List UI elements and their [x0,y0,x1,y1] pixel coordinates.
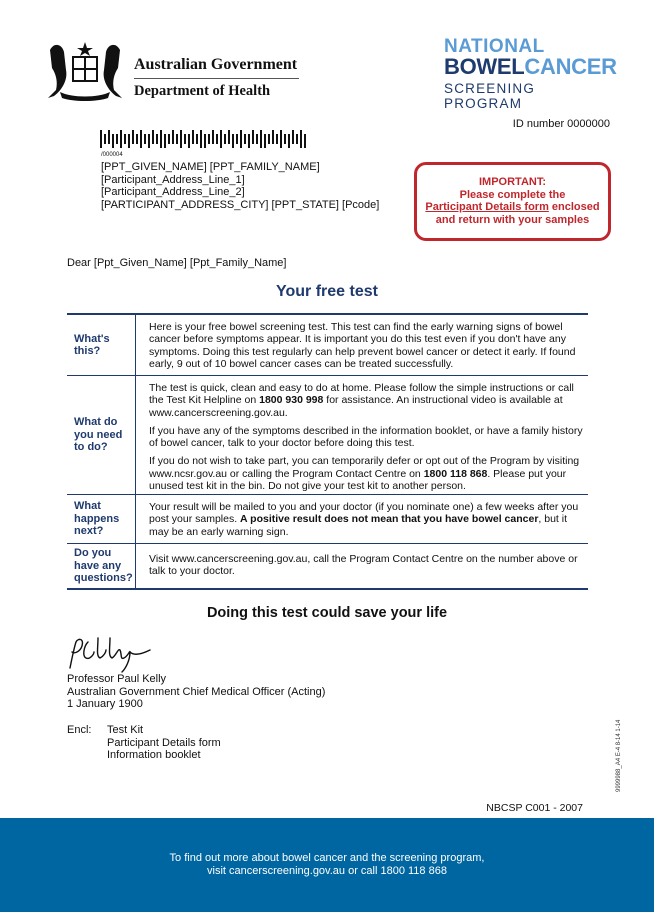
table-row [67,544,588,588]
positive-result-note: A positive result does not mean that you have bowel cancer [240,513,539,526]
handwritten-signature [64,632,154,674]
enclosures-list [107,724,221,762]
side-print-code: 9999988_A4 E-4 8-14 1-14 [616,719,622,792]
table-row [67,376,588,495]
enclosure-item: Information booklet [107,749,201,761]
row-paragraph: Here is your free bowel screening test. This test can find the early warning signs of bowel cancer before symptoms appear. It is important you do this test even if you don't have any symptoms. Doing this test regularly can help prevent bowel cancer or detect it early. If found early, 9 out of 10 bowel cancer cases can be treated successfully. [149,321,576,370]
participant-details-form-link[interactable]: Participant Details form [425,201,549,213]
important-line [417,201,608,214]
important-line: Please complete the [459,188,566,201]
text-span: for assistance. An instructional video is available at www.cancerscreening.gov.au. [149,394,563,419]
program-logo [444,36,617,111]
row-paragraph: Visit www.cancerscreening.gov.au, call the Program Contact Centre on the number above or talk to your doctor. [149,553,578,578]
address-line: [Participant_Address_Line_1] [101,173,245,186]
important-line-suffix: enclosed [548,201,600,213]
address-line: [Participant_Address_Line_2] [101,186,245,198]
footer-line: To find out more about bowel cancer and the screening program, [169,852,485,864]
signatory-block [67,673,325,711]
address-sort-code: /000004 [101,152,123,158]
row-label: What do you need to do? [67,376,136,494]
text-span: . Please put your unused test kit in the bin. Do not give your test kit to another person. [149,467,567,493]
row-content [136,376,588,494]
enclosures [67,724,221,762]
address-line: [PPT_GIVEN_NAME] [PPT_FAMILY_NAME] [101,161,320,173]
row-label: What happens next? [67,495,136,543]
enclosures-label: Encl: [67,724,92,736]
footer-banner [0,818,654,912]
government-name: Australian Government [134,56,298,73]
row-label: Do you have any questions? [67,544,136,588]
signatory-name: Professor Paul Kelly [67,673,167,685]
address-line: [PARTICIPANT_ADDRESS_CITY] [PPT_STATE] [Pcode] [101,198,380,211]
program-logo-bowel: BOWEL [444,54,525,79]
program-logo-subtitle: SCREENING PROGRAM [444,81,536,111]
enclosure-item: Test Kit [107,724,144,736]
form-code: NBCSP C001 - 2007 [486,802,583,814]
row-content [136,495,588,543]
program-logo-national: NATIONAL [444,36,545,57]
row-paragraph [149,382,584,419]
table-row [67,495,588,544]
coat-of-arms-icon [42,40,128,102]
signatory-role: Australian Government Chief Medical Officer (Acting) [67,685,326,698]
program-logo-bowel-cancer [444,54,617,79]
program-logo-cancer: CANCER [524,54,617,79]
row-content [136,544,588,588]
row-paragraph [149,455,584,492]
logo-divider [134,78,299,79]
department-name: Department of Health [134,83,271,99]
australian-government-logo [42,40,300,102]
row-paragraph [149,501,584,538]
footer-line: visit cancerscreening.gov.au or call 1800 118 868 [207,865,447,877]
postal-barcode [100,130,310,148]
info-table [67,313,588,590]
important-notice [414,162,611,241]
contact-centre-number: 1800 118 868 [423,467,488,480]
letter-date: 1 January 1900 [67,698,143,710]
text-span: If you do not wish to take part, you can temporarily defer or opt out of the Program by visiting www.ncsr.gov.au or calling the Program Contact Centre on [149,455,580,480]
page-title: Your free test [276,283,378,300]
row-content [136,315,588,375]
text-span: The test is quick, clean and easy to do at home. Please follow the simple instructions or call the Test Kit Helpline on [149,382,574,407]
important-title: IMPORTANT: [478,176,546,188]
helpline-number: 1800 930 998 [259,394,324,407]
greeting: Dear [Ppt_Given_Name] [Ppt_Family_Name] [67,257,287,269]
recipient-address [101,161,379,211]
text-span: , but it may be an early warning sign. [149,513,568,538]
id-number: ID number 0000000 [512,118,610,130]
row-paragraph: If you have any of the symptoms described in the information booklet, or have a family history of bowel cancer, talk to your doctor before doing this test. [149,424,583,450]
closing-heading: Doing this test could save your life [206,605,448,621]
text-span: Your result will be mailed to you and your doctor (if you nominate one) a few weeks after you post your samples. [149,501,579,526]
enclosure-item: Participant Details form [107,736,221,749]
table-row [67,315,588,376]
row-label: What's this? [67,315,136,375]
important-line: and return with your samples [435,213,590,226]
